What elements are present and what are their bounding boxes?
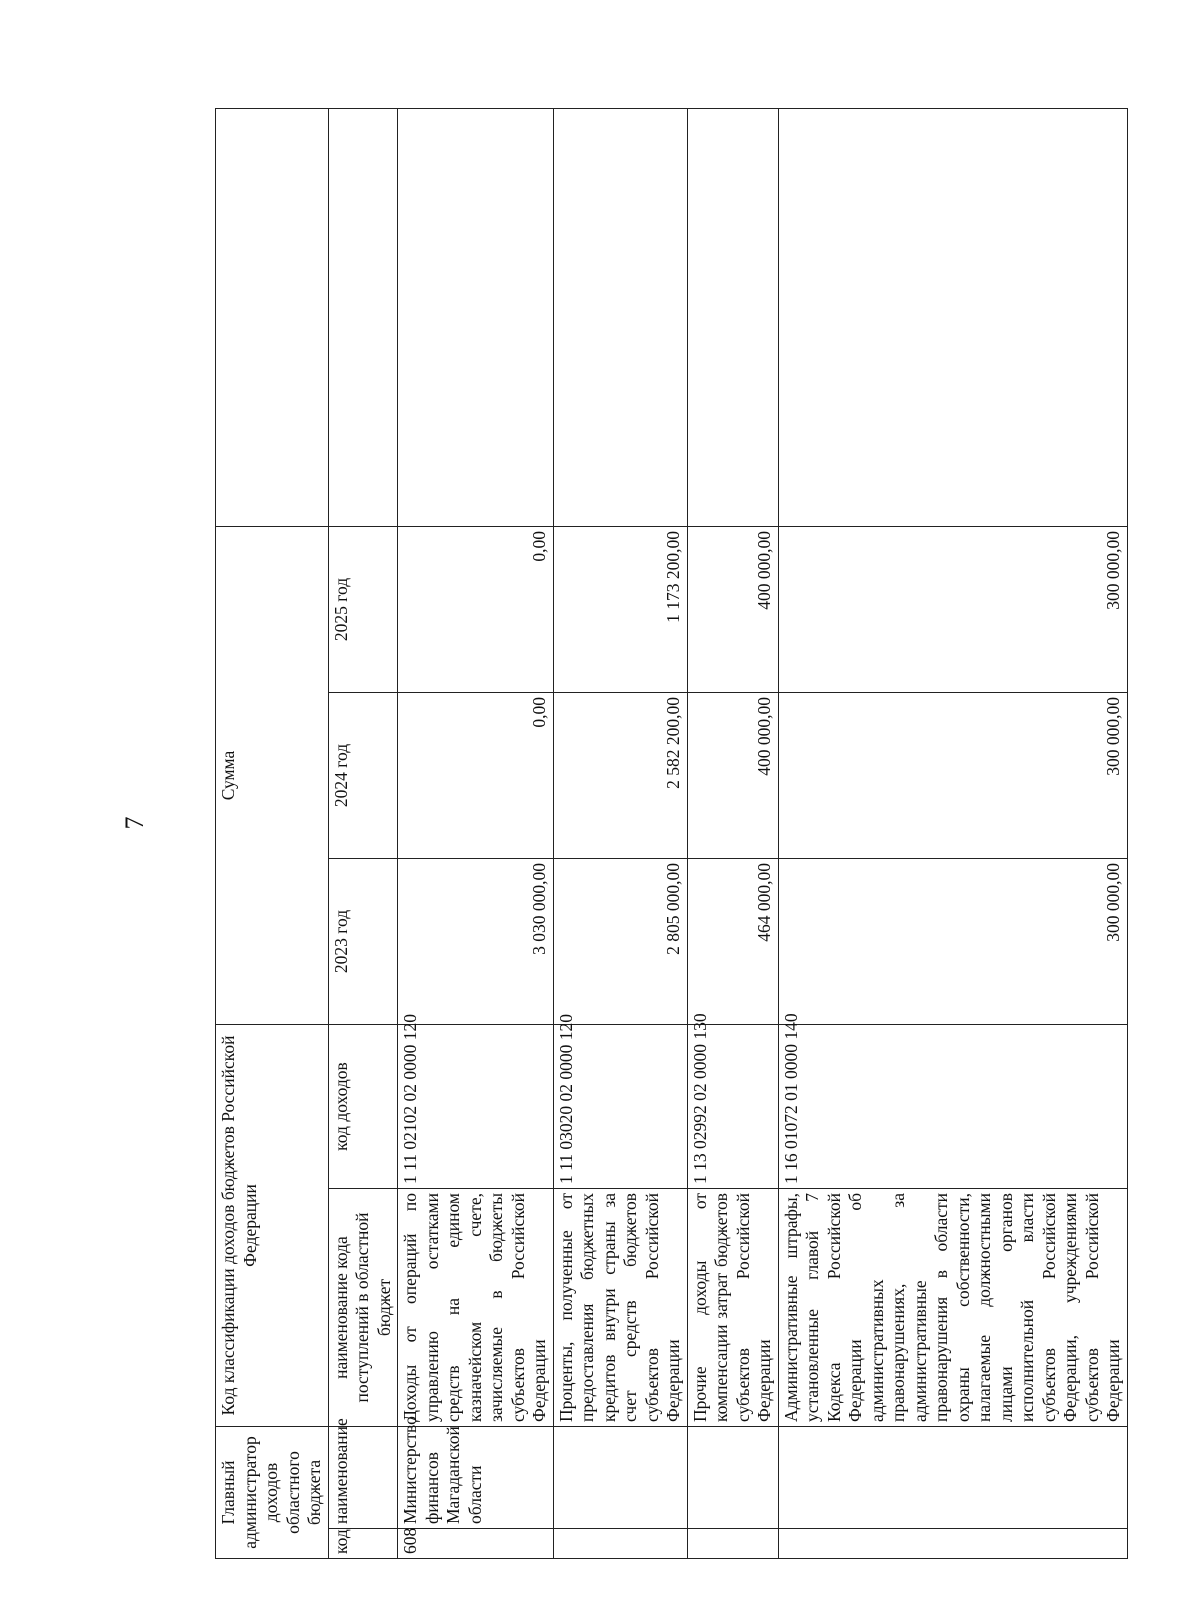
row-value-2025: 1 173 200,00	[553, 526, 687, 692]
row-income-name: Проценты, полученные от предоставления бюджетных кредитов внутри страны за счет средств бюджетов субъектов Российской Федерации	[553, 1189, 687, 1427]
header-admin-group: Главный администратор доходов областного бюджета	[216, 1427, 329, 1559]
row-value-2023: 2 805 000,00	[553, 859, 687, 1025]
table-wrapper	[215, 109, 1123, 1559]
table-row	[553, 108, 687, 1558]
row-code: 608	[398, 1529, 554, 1559]
header-row-main	[216, 108, 329, 1558]
row-value-2024: 400 000,00	[687, 693, 778, 859]
page-number: 7	[120, 816, 149, 830]
row-blank	[553, 108, 687, 526]
budget-income-table	[215, 108, 1128, 1559]
header-col-2025: 2025 год	[328, 526, 398, 692]
row-blank	[778, 108, 1127, 526]
header-blank	[328, 108, 398, 526]
row-admin-name: Министерство финансов Магаданской области	[398, 1427, 554, 1529]
row-value-2025: 300 000,00	[778, 526, 1127, 692]
header-classification-group: Код классификации доходов бюджетов Российской Федерации	[216, 1025, 329, 1427]
row-value-2023: 300 000,00	[778, 859, 1127, 1025]
table-row	[778, 108, 1127, 1558]
row-code	[553, 1529, 687, 1559]
row-value-2025: 400 000,00	[687, 526, 778, 692]
row-value-2024: 2 582 200,00	[553, 693, 687, 859]
header-spacer	[216, 108, 329, 526]
table-row	[687, 108, 778, 1558]
row-admin-name	[778, 1427, 1127, 1529]
header-row-sub	[328, 108, 398, 1558]
header-sum-group: Сумма	[216, 526, 329, 1024]
row-admin-name	[687, 1427, 778, 1529]
table-row	[398, 108, 554, 1558]
row-income-name: Административные штрафы, установленные главой 7 Кодекса Российской Федерации об административных правонарушениях, за административные правонарушения в области охраны собственности, налагаемые должностными лицами органов исполнительной власти субъектов Российской Федерации, учреждениями субъектов Российской Федерации	[778, 1189, 1127, 1427]
row-income-code: 1 16 01072 01 0000 140	[778, 1025, 1127, 1189]
row-blank	[398, 108, 554, 526]
header-col-income-name: наименование кода поступлений в областной бюджет	[328, 1189, 398, 1427]
row-value-2023: 3 030 000,00	[398, 859, 554, 1025]
row-code	[687, 1529, 778, 1559]
header-col-2024: 2024 год	[328, 693, 398, 859]
rotated-table-container	[215, 109, 1123, 1559]
row-value-2024: 0,00	[398, 693, 554, 859]
row-income-code: 1 11 02102 02 0000 120	[398, 1025, 554, 1189]
header-col-income-code: код доходов	[328, 1025, 398, 1189]
row-value-2025: 0,00	[398, 526, 554, 692]
row-income-name: Доходы от операций по управлению остатками средств на едином казначейском счете, зачисляемые в бюджеты субъектов Российской Федерации	[398, 1189, 554, 1427]
row-value-2024: 300 000,00	[778, 693, 1127, 859]
row-income-code: 1 13 02992 02 0000 130	[687, 1025, 778, 1189]
row-admin-name	[553, 1427, 687, 1529]
row-code	[778, 1529, 1127, 1559]
header-col-2023: 2023 год	[328, 859, 398, 1025]
header-col-code: код	[328, 1529, 398, 1559]
row-income-code: 1 11 03020 02 0000 120	[553, 1025, 687, 1189]
row-blank	[687, 108, 778, 526]
row-income-name: Прочие доходы от компенсации затрат бюджетов субъектов Российской Федерации	[687, 1189, 778, 1427]
header-col-name: наименование	[328, 1427, 398, 1529]
row-value-2023: 464 000,00	[687, 859, 778, 1025]
